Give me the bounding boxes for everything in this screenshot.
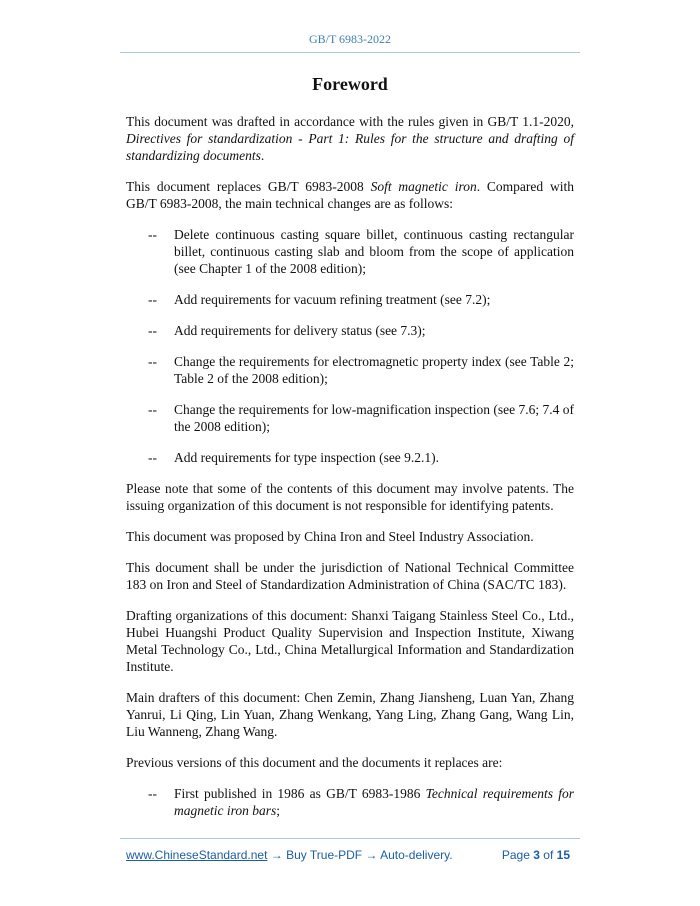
paragraph-replaces: This document replaces GB/T 6983-2008 Soft magnetic iron. Compared with GB/T 6983-2008, the main technical changes are as follows: bbox=[126, 179, 574, 211]
page-footer bbox=[126, 848, 574, 864]
footer-promo: → Buy True-PDF → Auto-delivery. bbox=[267, 848, 453, 862]
list-item: -- Change the requirements for electromagnetic property index (see Table 2; Table 2 of the 2008 edition); bbox=[148, 354, 574, 386]
paragraph-proposed-by: This document was proposed by China Iron and Steel Industry Association. bbox=[126, 529, 534, 544]
header-divider bbox=[120, 52, 580, 53]
page-title: Foreword bbox=[312, 74, 388, 94]
list-item: -- Add requirements for delivery status (see 7.3); bbox=[148, 323, 426, 338]
paragraph-patents: Please note that some of the contents of this document may involve patents. The issuing organization of this document is not responsible for identifying patents. bbox=[126, 481, 574, 513]
paragraph-previous-versions: Previous versions of this document and the documents it replaces are: bbox=[126, 755, 503, 770]
page-number: Page 3 of 15 bbox=[501, 848, 570, 862]
list-item: -- Add requirements for type inspection (see 9.2.1). bbox=[148, 450, 440, 465]
paragraph-drafters: Main drafters of this document: Chen Zemin, Zhang Jiansheng, Luan Yan, Zhang Yanrui, Li Qing, Lin Yuan, Zhang Wenkang, Yang Ling, Zhang Gang, Wang Lin, Liu Wanneng, Zhang Wang. bbox=[126, 690, 574, 739]
standard-code: GB/T 6983-2022 bbox=[308, 32, 392, 46]
list-item: -- Change the requirements for low-magnification inspection (see 7.6; 7.4 of the 2008 edition); bbox=[148, 402, 575, 434]
page-header bbox=[0, 32, 700, 47]
paragraph-jurisdiction: This document shall be under the jurisdiction of National Technical Committee 183 on Iron and Steel of Standardization Administration of China (SAC/TC 183). bbox=[126, 560, 574, 592]
list-item: -- Add requirements for vacuum refining treatment (see 7.2); bbox=[148, 292, 491, 307]
footer-divider bbox=[120, 838, 580, 839]
list-item: -- First published in 1986 as GB/T 6983-1986 Technical requirements for magnetic iron bars; bbox=[148, 786, 574, 818]
paragraph-drafting-rules: This document was drafted in accordance with the rules given in GB/T 1.1-2020, Directives for standardization - Part 1: Rules for the structure and drafting of standardizing documents. bbox=[126, 114, 574, 163]
document-body bbox=[126, 113, 574, 833]
website-link[interactable]: www.ChineseStandard.net bbox=[126, 848, 268, 862]
paragraph-drafting-organizations: Drafting organizations of this document: Shanxi Taigang Stainless Steel Co., Ltd., Hubei Huangshi Product Quality Supervision and Inspection Institute, Xiwang Metal Technology Co., Ltd., China Metallurgical Information and Standardization Institute. bbox=[126, 608, 574, 674]
list-item: -- Delete continuous casting square billet, continuous casting rectangular billet, continuous casting slab and bloom from the scope of application (see Chapter 1 of the 2008 edition); bbox=[148, 227, 574, 276]
